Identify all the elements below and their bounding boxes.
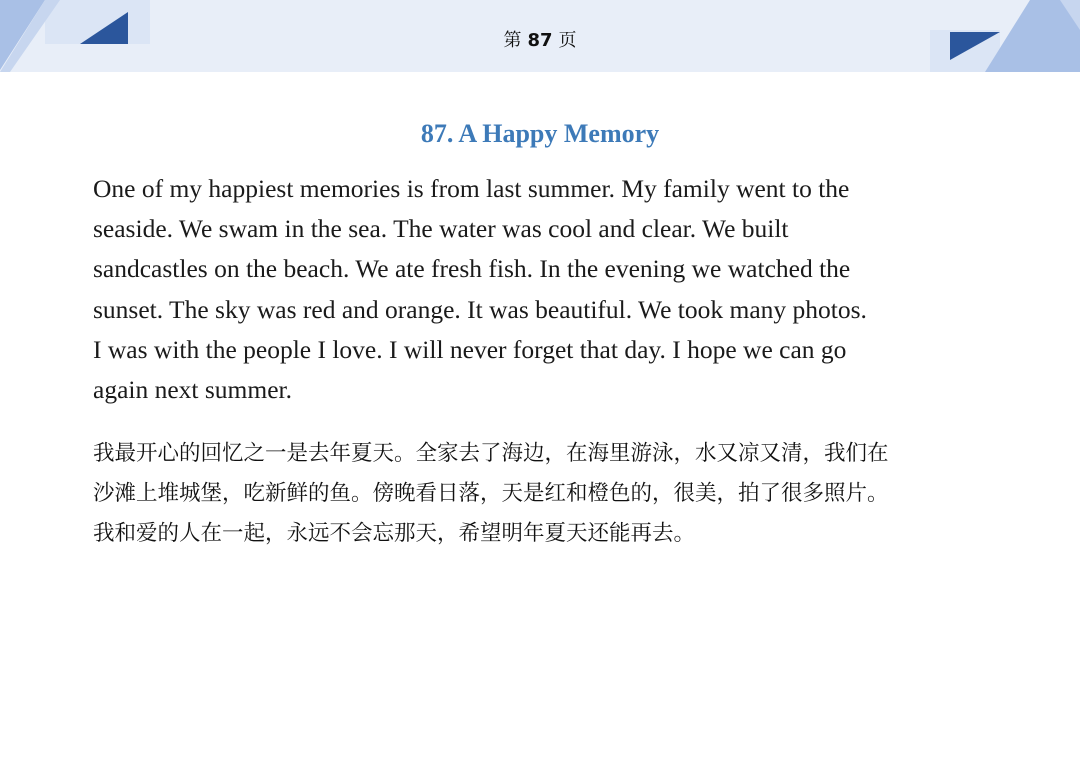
chinese-line: 我最开心的回忆之一是去年夏天。全家去了海边，在海里游泳，水又凉又清，我们在 [93,441,889,466]
english-line: again next summer. [93,375,292,405]
page-number-label [0,26,1080,52]
chinese-line: 我和爱的人在一起，永远不会忘那天，希望明年夏天还能再去。 [93,521,696,546]
article-title: 87. A Happy Memory [420,119,660,148]
chinese-line: 沙滩上堆城堡，吃新鲜的鱼。傍晚看日落，天是红和橙色的，很美，拍了很多照片。 [93,481,889,506]
english-line: sunset. The sky was red and orange. It was beautiful. We took many photos. [93,294,867,324]
english-line: sandcastles on the beach. We ate fresh fish. In the evening we watched the [93,254,851,284]
chinese-paragraph [93,434,1013,554]
english-paragraph [93,169,993,410]
page-header [0,0,1080,72]
english-line: I was with the people I love. I will never forget that day. I hope we can go [93,334,847,364]
english-line: seaside. We swam in the sea. The water was cool and clear. We built [93,214,789,244]
page-suffix: 页 [558,30,577,51]
page-number: 87 [527,30,553,51]
english-line: One of my happiest memories is from last summer. My family went to the [93,174,850,203]
page-prefix: 第 [503,30,522,51]
